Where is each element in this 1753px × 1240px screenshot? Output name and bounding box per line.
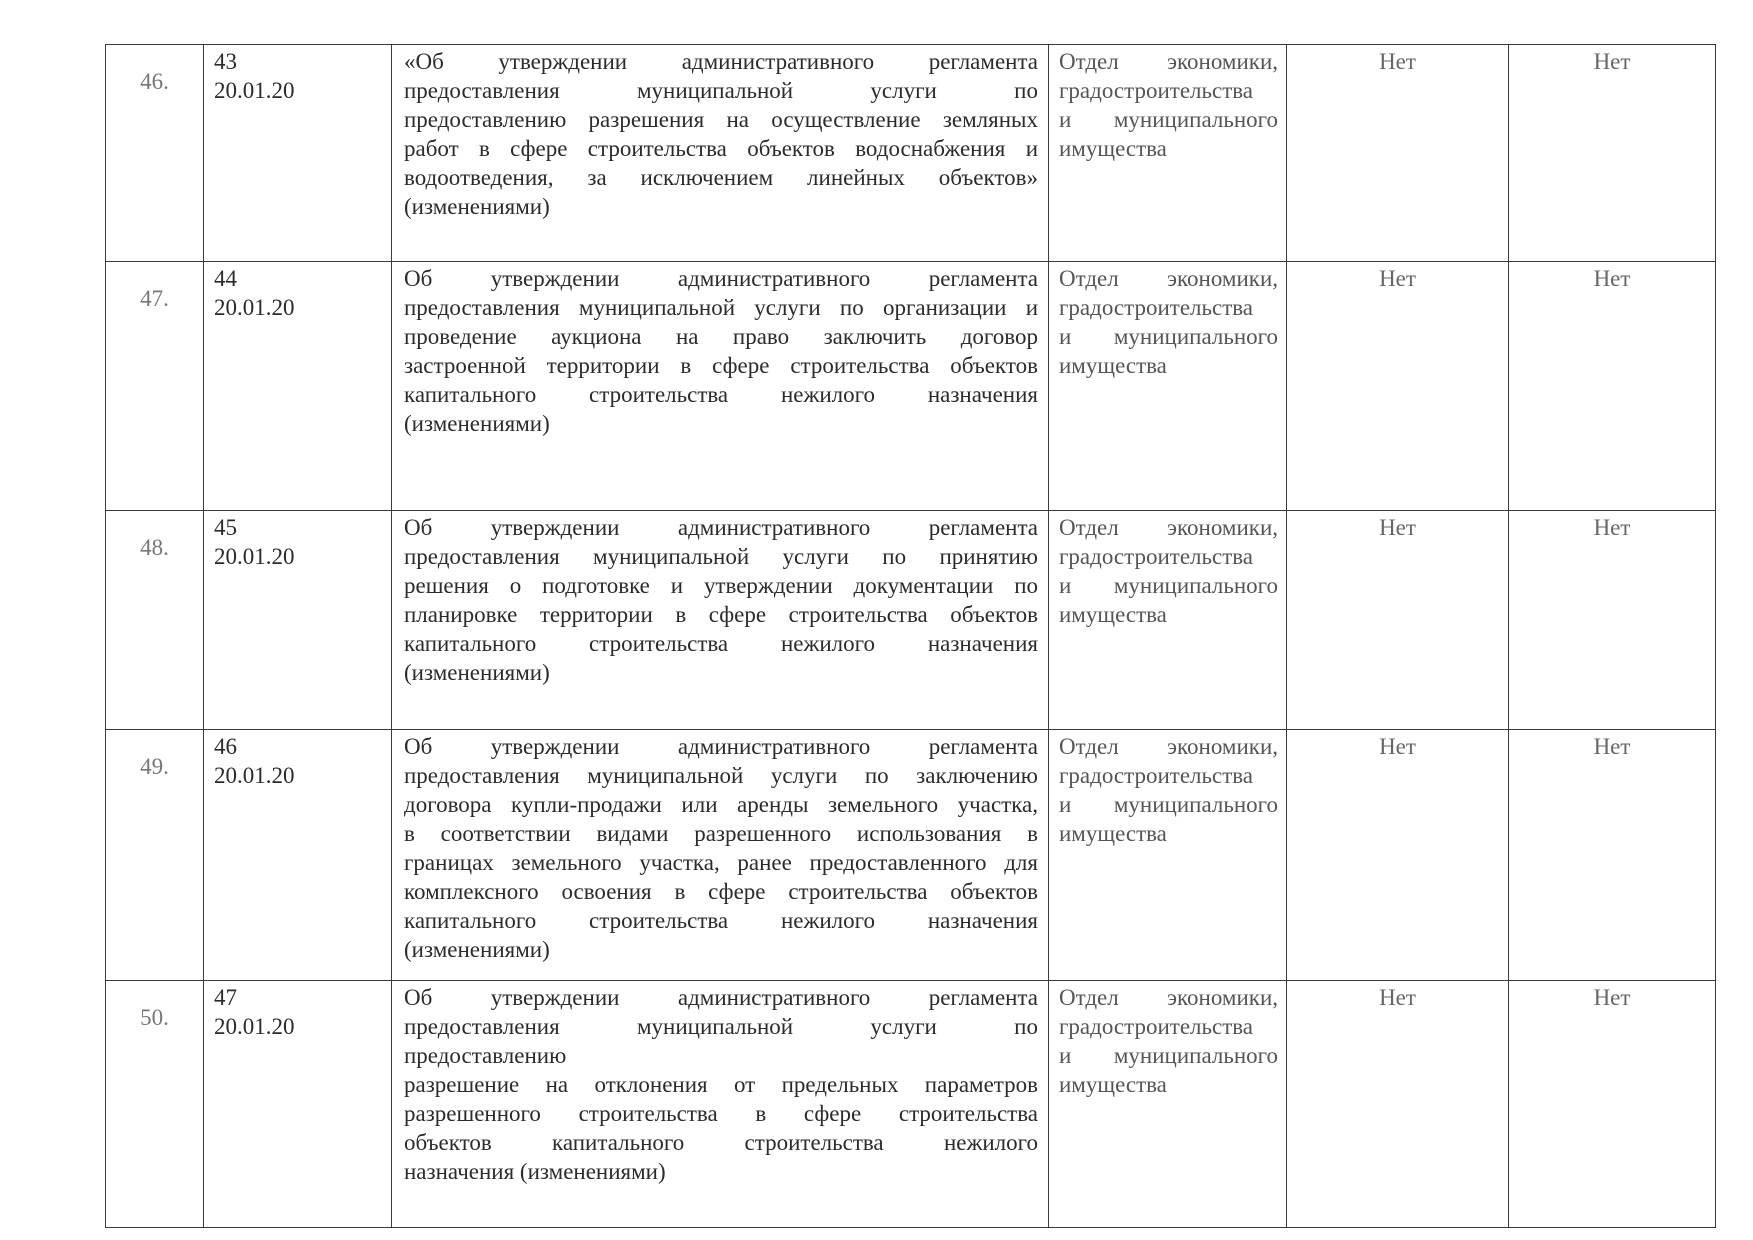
registration-cell [204, 981, 392, 1228]
registration-date: 20.01.20 [214, 1014, 295, 1039]
act-title-line: планировке территории в сфере строительства объектов [404, 602, 1038, 627]
act-title-line: застроенной территории в сфере строительства объектов [404, 353, 1038, 378]
act-title-line: Об утверждении административного регламента [404, 515, 1038, 540]
act-title-cell [392, 730, 1049, 981]
act-title-line: предоставления муниципальной услуги по заключению [404, 763, 1038, 788]
table-row [106, 730, 1716, 981]
flag-cell-b [1509, 730, 1716, 981]
department-line: градостроительства [1059, 295, 1254, 320]
department-cell [1049, 981, 1287, 1228]
row-number-cell [106, 730, 204, 981]
flag-cell-b [1509, 45, 1716, 262]
act-title-line: комплексного освоения в сфере строительства объектов [404, 879, 1038, 904]
department-line: Отдел экономики, [1059, 515, 1278, 540]
act-title-line: предоставлению разрешения на осуществление земляных [404, 107, 1038, 132]
act-title-line: работ в сфере строительства объектов водоснабжения и [404, 136, 1038, 161]
flag-value-b: Нет [1593, 49, 1631, 74]
act-title-line: капитального строительства нежилого назначения [404, 908, 1038, 933]
row-number-cell [106, 981, 204, 1228]
row-number-cell [106, 262, 204, 511]
act-title-cell [392, 511, 1049, 730]
act-title-line: границах земельного участка, ранее предоставленного для [404, 850, 1038, 875]
registration-date: 20.01.20 [214, 295, 295, 320]
flag-cell-a [1287, 730, 1509, 981]
department-cell [1049, 511, 1287, 730]
act-title-line: предоставлению [404, 1043, 567, 1068]
row-number: 46. [140, 69, 169, 94]
department-line: и муниципального [1059, 1043, 1278, 1068]
department-cell [1049, 730, 1287, 981]
department-cell [1049, 262, 1287, 511]
flag-cell-b [1509, 262, 1716, 511]
act-title-cell [392, 45, 1049, 262]
department-line: Отдел экономики, [1059, 266, 1278, 291]
department-line: и муниципального [1059, 792, 1278, 817]
department-line: Отдел экономики, [1059, 734, 1278, 759]
flag-value-b: Нет [1593, 515, 1631, 540]
flag-value-b: Нет [1593, 266, 1631, 291]
department-line: градостроительства [1059, 1014, 1254, 1039]
table-row [106, 45, 1716, 262]
department-line: Отдел экономики, [1059, 49, 1278, 74]
row-number: 47. [140, 286, 169, 311]
registration-number: 44 [214, 266, 237, 291]
act-title-line: проведение аукциона на право заключить договор [404, 324, 1038, 349]
flag-cell-b [1509, 981, 1716, 1228]
flag-cell-b [1509, 511, 1716, 730]
table-row [106, 981, 1716, 1228]
flag-value-a: Нет [1379, 515, 1416, 540]
act-title-line: разрешение на отклонения от предельных параметров [404, 1072, 1038, 1097]
row-number: 50. [140, 1005, 169, 1030]
flag-value-b: Нет [1593, 985, 1631, 1010]
table-row [106, 262, 1716, 511]
department-line: имущества [1059, 821, 1167, 846]
registration-date: 20.01.20 [214, 544, 295, 569]
flag-value-a: Нет [1379, 985, 1416, 1010]
department-line: градостроительства [1059, 763, 1254, 788]
act-title-line: предоставления муниципальной услуги по [404, 78, 1038, 103]
act-title-cell [392, 262, 1049, 511]
department-line: градостроительства [1059, 544, 1254, 569]
flag-cell-a [1287, 45, 1509, 262]
flag-value-a: Нет [1379, 49, 1416, 74]
row-number-cell [106, 45, 204, 262]
registration-cell [204, 730, 392, 981]
registration-cell [204, 511, 392, 730]
row-number-cell [106, 511, 204, 730]
registration-cell [204, 262, 392, 511]
row-number: 49. [140, 754, 169, 779]
act-title-line: капитального строительства нежилого назначения [404, 382, 1038, 407]
act-title-line: предоставления муниципальной услуги по организации и [404, 295, 1038, 320]
act-title-line: (изменениями) [404, 194, 550, 219]
department-line: и муниципального [1059, 324, 1278, 349]
row-number: 48. [140, 535, 169, 560]
act-title-line: (изменениями) [404, 660, 550, 685]
act-title-line: разрешенного строительства в сфере строительства [404, 1101, 1038, 1126]
act-title-line: (изменениями) [404, 937, 550, 962]
flag-cell-a [1287, 262, 1509, 511]
registration-cell [204, 45, 392, 262]
act-title-line: капитального строительства нежилого назначения [404, 631, 1038, 656]
act-title-line: Об утверждении административного регламента [404, 985, 1038, 1010]
act-title-line: предоставления муниципальной услуги по [404, 1014, 1038, 1039]
acts-table-body [106, 45, 1716, 1228]
department-line: имущества [1059, 353, 1167, 378]
department-line: Отдел экономики, [1059, 985, 1278, 1010]
act-title-line: в соответствии видами разрешенного использования в [404, 821, 1038, 846]
flag-cell-a [1287, 981, 1509, 1228]
department-line: имущества [1059, 1072, 1167, 1097]
acts-table [105, 44, 1716, 1228]
act-title-line: решения о подготовке и утверждении документации по [404, 573, 1038, 598]
flag-value-a: Нет [1379, 266, 1416, 291]
act-title-cell [392, 981, 1049, 1228]
department-line: имущества [1059, 602, 1167, 627]
department-cell [1049, 45, 1287, 262]
act-title-line: назначения (изменениями) [404, 1159, 666, 1184]
act-title-line: объектов капитального строительства нежилого [404, 1130, 1038, 1155]
act-title-line: водоотведения, за исключением линейных объектов» [404, 165, 1038, 190]
department-line: имущества [1059, 136, 1167, 161]
registration-date: 20.01.20 [214, 763, 295, 788]
department-line: и муниципального [1059, 573, 1278, 598]
flag-cell-a [1287, 511, 1509, 730]
department-line: градостроительства [1059, 78, 1254, 103]
flag-value-b: Нет [1593, 734, 1631, 759]
flag-value-a: Нет [1379, 734, 1416, 759]
act-title-line: предоставления муниципальной услуги по принятию [404, 544, 1038, 569]
registration-number: 43 [214, 49, 237, 74]
registration-number: 47 [214, 985, 237, 1010]
registration-date: 20.01.20 [214, 78, 295, 103]
act-title-line: (изменениями) [404, 411, 550, 436]
department-line: и муниципального [1059, 107, 1278, 132]
registration-number: 46 [214, 734, 237, 759]
act-title-line: Об утверждении административного регламента [404, 266, 1038, 291]
registration-number: 45 [214, 515, 237, 540]
act-title-line: «Об утверждении административного регламента [404, 49, 1038, 74]
act-title-line: договора купли-продажи или аренды земельного участка, [404, 792, 1038, 817]
act-title-line: Об утверждении административного регламента [404, 734, 1038, 759]
table-row [106, 511, 1716, 730]
